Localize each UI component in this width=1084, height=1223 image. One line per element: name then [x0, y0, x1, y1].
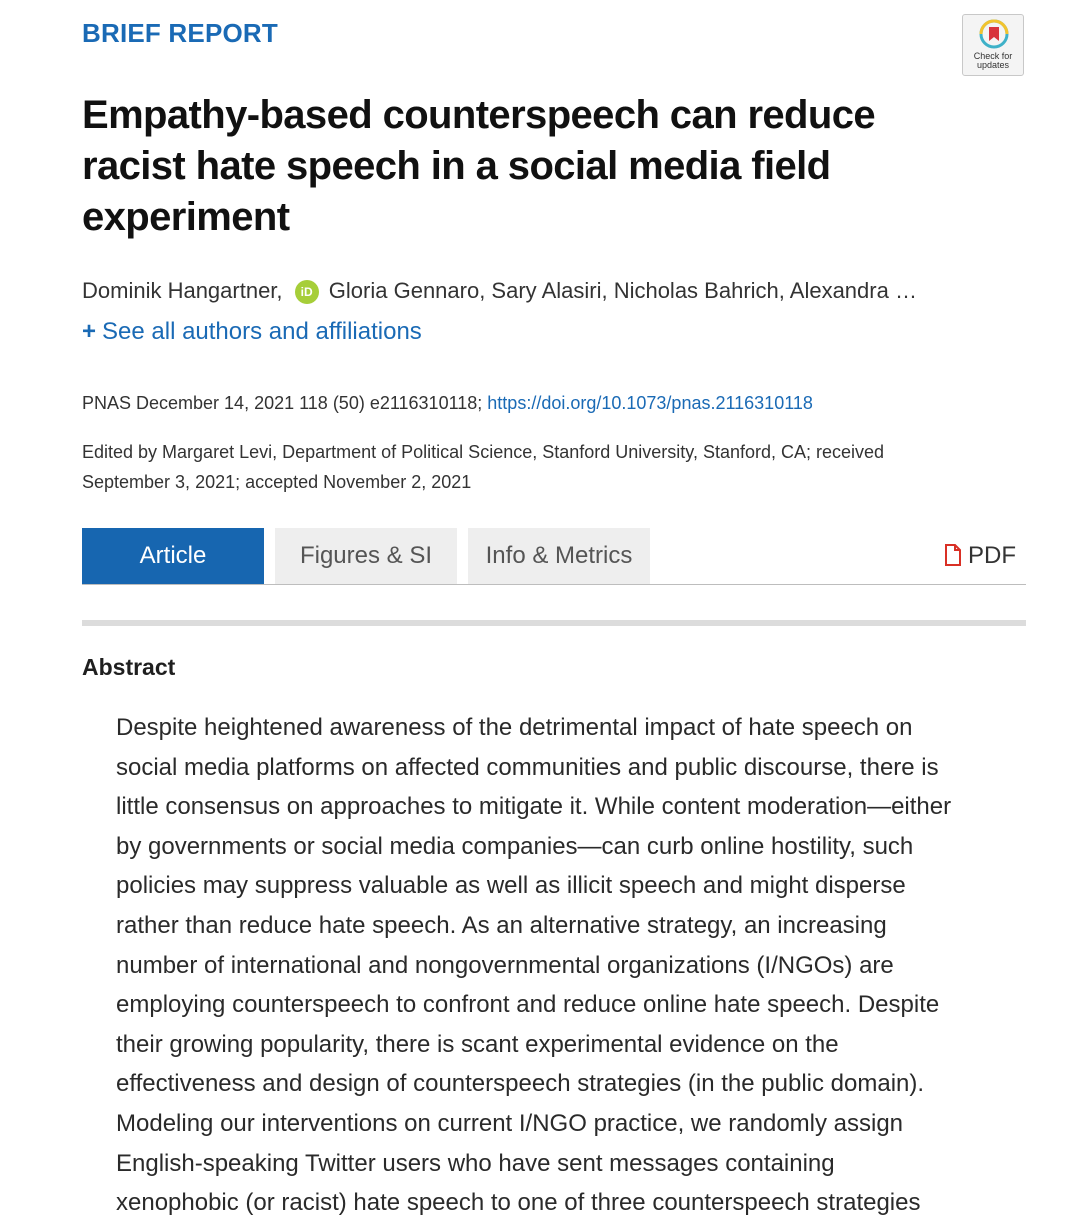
abstract-line: Despite heightened awareness of the detrimental impact of hate speech on — [116, 714, 913, 741]
abstract-line: effectiveness and design of counterspeech strategies (in the public domain). — [116, 1070, 925, 1098]
pdf-label: PDF — [968, 542, 1016, 569]
abstract-line: English-speaking Twitter users who have sent messages containing — [116, 1149, 835, 1177]
abstract-line: xenophobic (or racist) hate speech to one of three counterspeech strategies — [116, 1189, 921, 1217]
article-type-label: BRIEF REPORT — [82, 18, 278, 48]
author-list — [82, 278, 1022, 304]
orcid-icon[interactable]: iD — [295, 280, 319, 304]
editorial-note-line: September 3, 2021; accepted November 2, 2021 — [82, 472, 472, 492]
abstract-line: policies may suppress valuable as well as illicit speech and might disperse — [116, 872, 906, 900]
crossmark-label-line: updates — [976, 60, 1010, 70]
abstract-line: employing counterspeech to confront and reduce online hate speech. Despite — [116, 991, 940, 1019]
tab-info-metrics[interactable]: Info & Metrics — [468, 528, 650, 584]
abstract-line: social media platforms on affected communities and public discourse, there is — [116, 753, 939, 781]
article-title — [82, 90, 962, 243]
see-all-authors-link[interactable] — [82, 318, 422, 346]
expand-plus-icon: + — [82, 318, 97, 345]
abstract-text — [116, 708, 996, 1223]
abstract-line: little consensus on approaches to mitigate it. While content moderation—either — [116, 793, 952, 821]
citation-line — [82, 393, 813, 414]
editorial-note — [82, 437, 1022, 497]
abstract-line: by governments or social media companies—can curb online hostility, such — [116, 832, 914, 860]
author-names[interactable]: Dominik Hangartner, — [82, 278, 283, 303]
pdf-file-icon — [944, 544, 962, 566]
section-divider — [82, 620, 1026, 626]
pdf-download-link[interactable] — [944, 528, 1016, 584]
title-line: racist hate speech in a social media field — [82, 144, 831, 188]
article-tab-bar — [82, 528, 1026, 585]
abstract-line: rather than reduce hate speech. As an alternative strategy, an increasing — [116, 911, 887, 939]
doi-link[interactable]: https://doi.org/10.1073/pnas.2116310118 — [487, 393, 813, 413]
abstract-heading: Abstract — [82, 654, 176, 680]
abstract-line: Modeling our interventions on current I/NGO practice, we randomly assign — [116, 1109, 904, 1137]
crossmark-icon — [979, 19, 1009, 49]
tab-figures-si[interactable]: Figures & SI — [275, 528, 457, 584]
see-all-authors-label: See all authors and affiliations — [102, 318, 422, 345]
check-for-updates-button[interactable] — [962, 14, 1024, 76]
title-line: experiment — [82, 195, 290, 239]
crossmark-label — [963, 52, 1023, 70]
abstract-line: number of international and nongovernmental organizations (I/NGOs) are — [116, 951, 894, 979]
tab-article[interactable]: Article — [82, 528, 264, 584]
author-names[interactable]: Gloria Gennaro, Sary Alasiri, Nicholas Bahrich, Alexandra … — [328, 278, 917, 303]
abstract-line: their growing popularity, there is scant experimental evidence on the — [116, 1030, 839, 1058]
crossmark-label-line: Check for — [973, 51, 1013, 61]
editorial-note-line: Edited by Margaret Levi, Department of Political Science, Stanford University, Stanford, CA; received — [82, 442, 885, 462]
citation-text: PNAS December 14, 2021 118 (50) e2116310118; — [82, 393, 483, 413]
title-line: Empathy-based counterspeech can reduce — [82, 93, 876, 137]
